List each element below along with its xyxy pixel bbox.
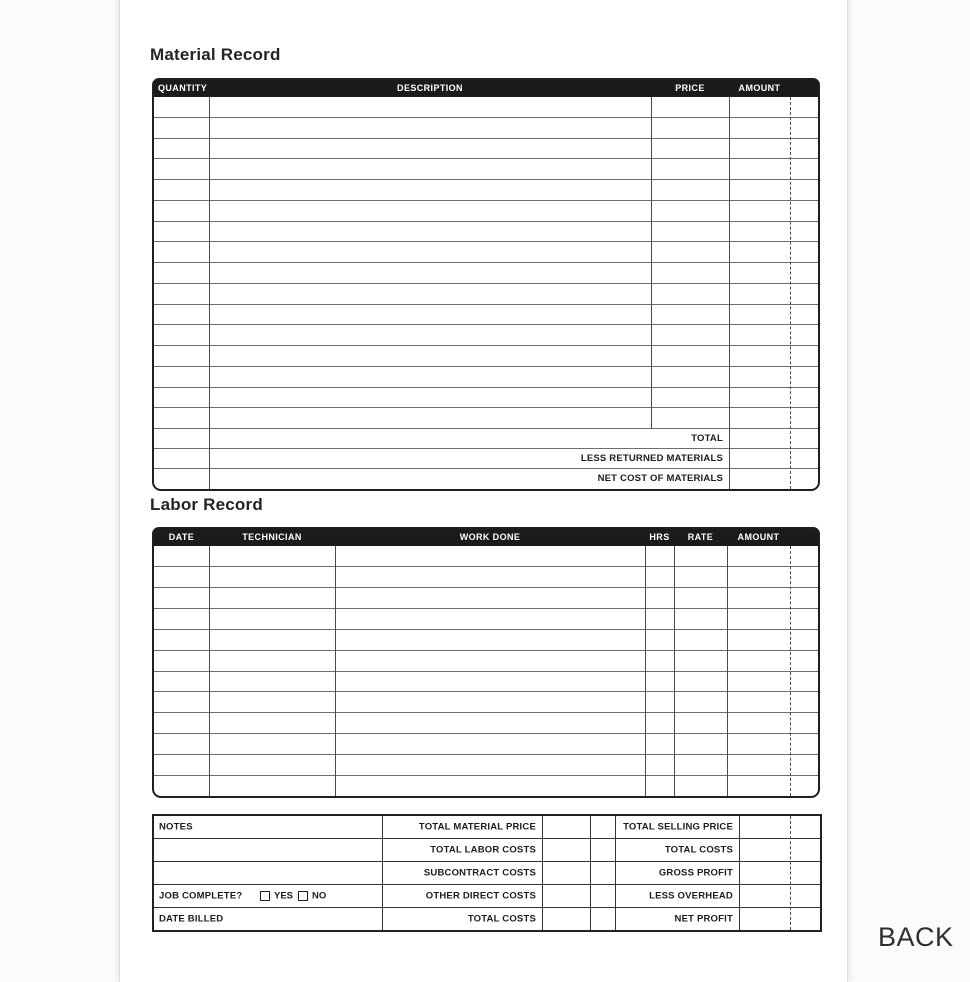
material-total-label: TOTAL: [691, 433, 723, 444]
no-checkbox-label: NO: [312, 890, 327, 902]
blank-row: [154, 588, 818, 609]
blank-row: [154, 567, 818, 588]
gross-profit-label: GROSS PROFIT: [658, 867, 733, 879]
material-col-quantity: QUANTITY: [158, 83, 208, 93]
material-less-returned-row: [154, 449, 818, 469]
notes-section-divider: [382, 816, 383, 930]
summary-row-3: [154, 862, 820, 885]
notes-label: NOTES: [159, 821, 193, 833]
labor-col-technician: TECHNICIAN: [242, 532, 302, 542]
blank-row: [154, 346, 818, 367]
hrs-column-divider: [674, 546, 675, 796]
labor-blank-rows: [154, 546, 818, 796]
price-column-divider: [729, 97, 730, 489]
subcontract-costs-label: SUBCONTRACT COSTS: [423, 867, 536, 879]
cents-dashed-line: [790, 816, 791, 930]
total-costs-label: TOTAL COSTS: [664, 844, 733, 856]
material-col-amount: AMOUNT: [738, 83, 781, 93]
job-complete-label: JOB COMPLETE?: [159, 890, 243, 902]
blank-row: [154, 367, 818, 388]
rate-column-divider: [727, 546, 728, 796]
labor-record-title: Labor Record: [150, 495, 263, 514]
blank-row: [154, 242, 818, 263]
blank-row: [154, 408, 818, 429]
material-blank-rows: [154, 97, 818, 429]
blank-row: [154, 755, 818, 776]
labor-col-work-done: WORK DONE: [459, 532, 521, 542]
labor-record-table: [152, 527, 820, 798]
back-page-label: BACK: [878, 922, 954, 952]
yes-checkbox: [260, 891, 270, 901]
no-checkbox: [298, 891, 308, 901]
other-direct-costs-label: OTHER DIRECT COSTS: [425, 890, 536, 902]
blank-row: [154, 713, 818, 734]
blank-row: [154, 651, 818, 672]
technician-column-divider: [335, 546, 336, 796]
material-record-table: [152, 78, 820, 491]
blank-row: [154, 284, 818, 305]
material-record-header: [154, 80, 818, 97]
total-costs-bottom-label: TOTAL COSTS: [467, 913, 536, 925]
material-col-price: PRICE: [675, 83, 705, 93]
summary-row-4: [154, 885, 820, 908]
material-record-title: Material Record: [150, 45, 281, 64]
cents-dashed-line: [790, 97, 791, 489]
material-total-row: [154, 429, 818, 449]
form-page: [119, 0, 848, 982]
summary-row-1: [154, 816, 820, 839]
blank-row: [154, 388, 818, 409]
blank-row: [154, 734, 818, 755]
cents-dashed-line: [790, 546, 791, 796]
blank-row: [154, 692, 818, 713]
blank-row: [154, 305, 818, 326]
blank-row: [154, 97, 818, 118]
material-net-cost-row: [154, 469, 818, 488]
blank-row: [154, 776, 818, 796]
description-column-divider: [651, 97, 652, 429]
date-billed-label: DATE BILLED: [159, 913, 224, 925]
blank-row: [154, 672, 818, 693]
cost-amount-divider: [542, 816, 543, 930]
labor-record-header: [154, 529, 818, 546]
blank-row: [154, 546, 818, 567]
total-labor-costs-label: TOTAL LABOR COSTS: [430, 844, 536, 856]
job-summary-table: [152, 814, 822, 932]
quantity-column-divider: [209, 97, 210, 489]
summary-row-2: [154, 839, 820, 862]
net-profit-label: NET PROFIT: [674, 913, 733, 925]
blank-row: [154, 222, 818, 243]
blank-row: [154, 325, 818, 346]
labor-col-hrs: HRS: [649, 532, 670, 542]
labor-col-amount: AMOUNT: [737, 532, 780, 542]
spacer-column-divider: [615, 816, 616, 930]
total-selling-price-label: TOTAL SELLING PRICE: [623, 821, 733, 833]
profit-amount-divider: [739, 816, 740, 930]
labor-col-date: DATE: [168, 532, 195, 542]
material-summary-rows: [154, 429, 818, 488]
material-less-returned-label: LESS RETURNED MATERIALS: [580, 453, 723, 464]
cost-cents-divider: [590, 816, 591, 930]
blank-row: [154, 139, 818, 160]
blank-row: [154, 180, 818, 201]
less-overhead-label: LESS OVERHEAD: [649, 890, 733, 902]
blank-row: [154, 159, 818, 180]
blank-row: [154, 263, 818, 284]
yes-checkbox-label: YES: [274, 890, 294, 902]
blank-row: [154, 118, 818, 139]
blank-row: [154, 609, 818, 630]
material-col-description: DESCRIPTION: [397, 83, 463, 93]
blank-row: [154, 201, 818, 222]
blank-row: [154, 630, 818, 651]
total-material-price-label: TOTAL MATERIAL PRICE: [418, 821, 536, 833]
material-net-cost-label: NET COST OF MATERIALS: [597, 473, 723, 484]
summary-row-5: [154, 908, 820, 930]
workdone-column-divider: [645, 546, 646, 796]
labor-col-rate: RATE: [687, 532, 714, 542]
date-column-divider: [209, 546, 210, 796]
